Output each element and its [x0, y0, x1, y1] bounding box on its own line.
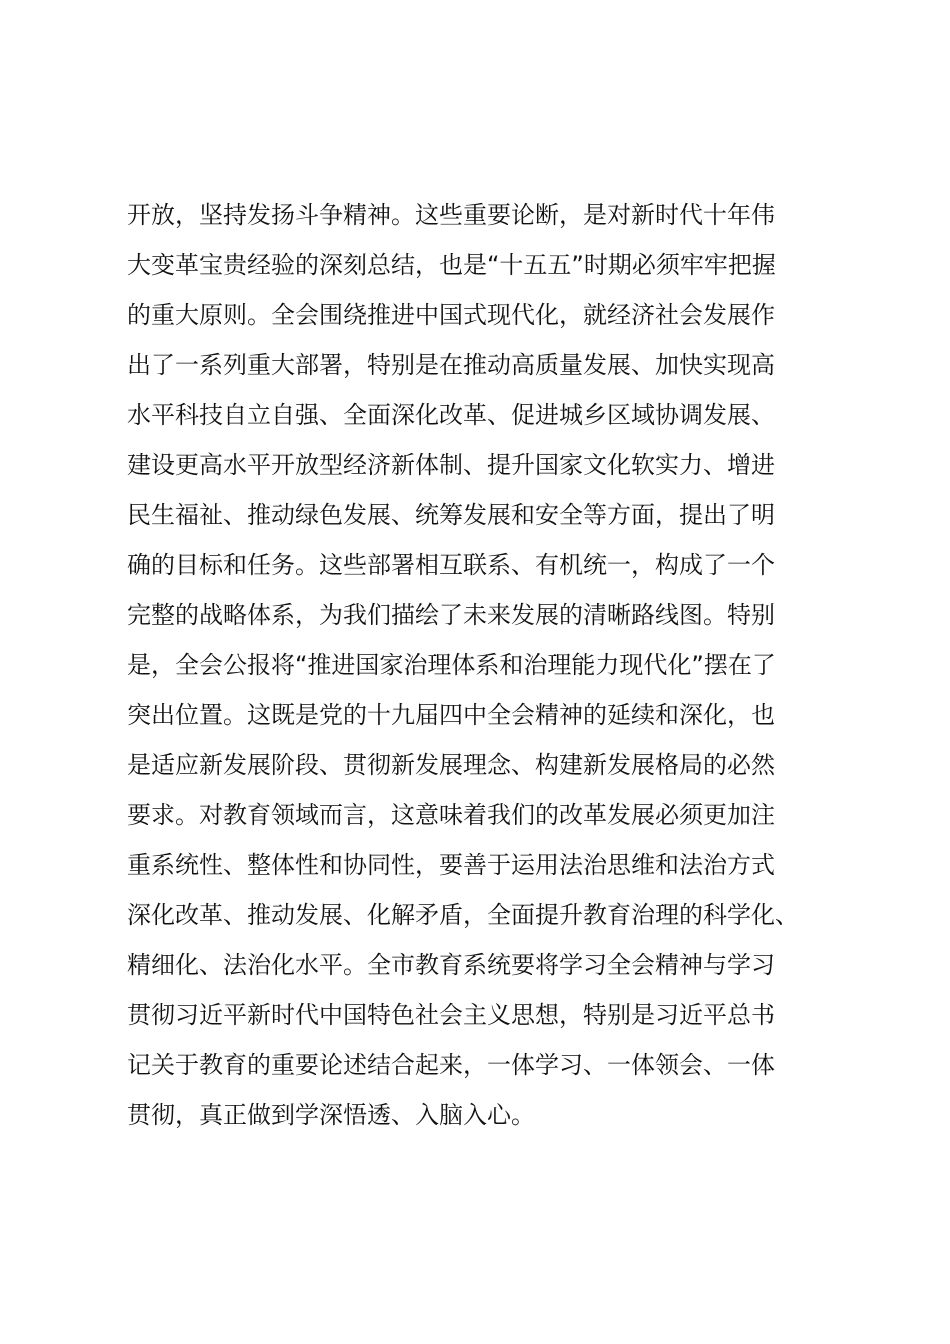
- text-line: 水平科技自立自强、全面深化改革、促进城乡区域协调发展、: [127, 401, 775, 429]
- text-line: 出了一系列重大部署，特别是在推动高质量发展、加快实现高: [127, 351, 775, 379]
- body-paragraph: [127, 190, 827, 1140]
- text-line: 突出位置。这既是党的十九届四中全会精神的延续和深化，也: [127, 701, 775, 729]
- text-line: 重系统性、整体性和协同性，要善于运用法治思维和法治方式: [127, 851, 775, 879]
- text-line: 的重大原则。全会围绕推进中国式现代化，就经济社会发展作: [127, 301, 775, 329]
- text-line: 要求。对教育领域而言，这意味着我们的改革发展必须更加注: [127, 801, 775, 829]
- text-line: 精细化、法治化水平。全市教育系统要将学习全会精神与学习: [127, 951, 775, 979]
- text-line: 贯彻习近平新时代中国特色社会主义思想，特别是习近平总书: [127, 1001, 775, 1029]
- text-line: 完整的战略体系，为我们描绘了未来发展的清晰路线图。特别: [127, 601, 775, 629]
- text-line: 民生福祉、推动绿色发展、统筹发展和安全等方面，提出了明: [127, 501, 775, 529]
- text-line: 记关于教育的重要论述结合起来，一体学习、一体领会、一体: [127, 1051, 775, 1079]
- text-line: 深化改革、推动发展、化解矛盾，全面提升教育治理的科学化、: [127, 901, 799, 929]
- text-line: 确的目标和任务。这些部署相互联系、有机统一，构成了一个: [127, 551, 775, 579]
- text-line: 贯彻，真正做到学深悟透、入脑入心。: [127, 1101, 535, 1129]
- text-line: 大变革宝贵经验的深刻总结，也是“十五五”时期必须牢牢把握: [127, 251, 776, 279]
- text-line: 开放，坚持发扬斗争精神。这些重要论断，是对新时代十年伟: [127, 201, 775, 229]
- text-line: 是，全会公报将“推进国家治理体系和治理能力现代化”摆在了: [127, 651, 776, 679]
- text-line: 建设更高水平开放型经济新体制、提升国家文化软实力、增进: [127, 451, 775, 479]
- text-line: 是适应新发展阶段、贯彻新发展理念、构建新发展格局的必然: [127, 751, 775, 779]
